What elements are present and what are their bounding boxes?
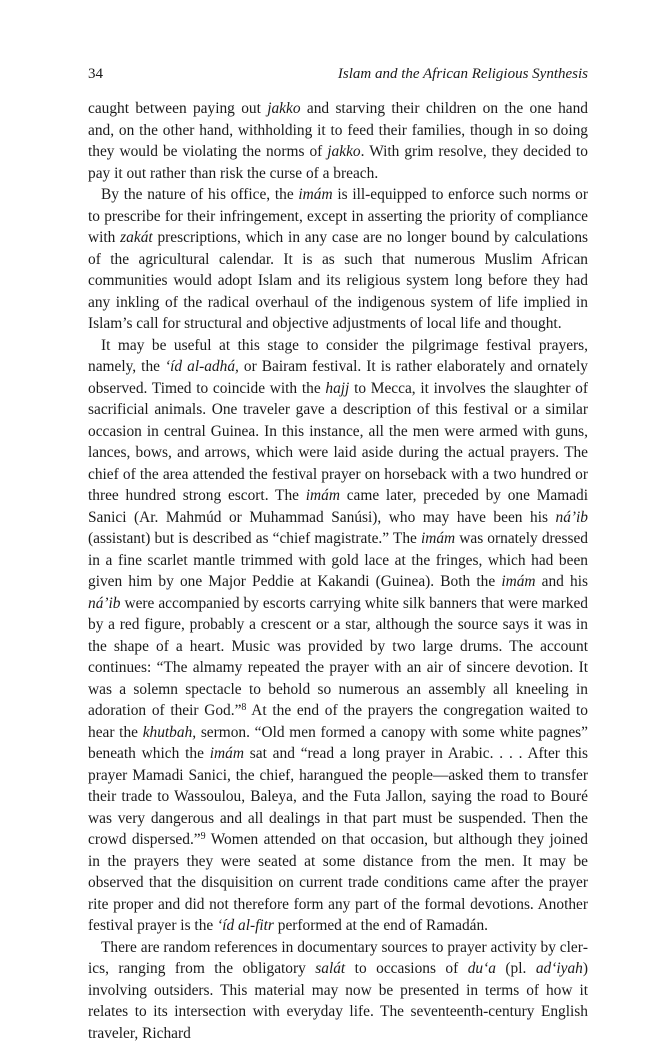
italic-term: ná’ib	[556, 509, 589, 526]
italic-term: jakko	[267, 100, 300, 117]
italic-term: salát	[315, 960, 345, 977]
text-run: (assistant) but is described as “chief magistrate.” The	[88, 530, 421, 547]
footnote-ref[interactable]: 8	[241, 702, 246, 713]
italic-term: khutbah,	[143, 724, 196, 741]
footnote-ref[interactable]: 9	[201, 831, 206, 842]
text-run: were accompanied by escorts carrying white silk banners that were marked by a red figure, probably a crescent or a star, although the source says it was in the shape of a heart. Music was provided by two large drums. The account continues: “The almamy repeated the prayer with an air of sincere devotion. It was a solemn spectacle to behold so numerous an assembly all kneeling in adoration of their God.”	[88, 595, 588, 720]
text-run: was ornately dressed in a fine scarlet mantle trimmed with gold lace at the fringes, which had been given him by one Major Peddie at Kakandi (Guinea). Both the	[88, 530, 588, 590]
text-run: came later, preceded by one Mamadi Sanici (Ar. Mahmúd or Muhammad Sanúsi), who may have been his	[88, 487, 588, 526]
italic-term: imám	[298, 186, 332, 203]
text-run: (pl.	[496, 960, 536, 977]
italic-term: imám	[210, 745, 244, 762]
text-run: At the end of the prayers the congregation waited to hear the	[88, 702, 588, 741]
italic-term: ‘íd al-fitr	[217, 917, 274, 934]
running-head	[88, 66, 588, 86]
italic-term: zakát	[120, 229, 153, 246]
text-run: caught between paying out	[88, 100, 267, 117]
text-run: to occasions of	[345, 960, 468, 977]
paragraph	[88, 98, 588, 184]
page-number: 34	[88, 66, 103, 83]
text-run: By the nature of his office, the	[101, 186, 298, 203]
italic-term: ná’ib	[88, 595, 121, 612]
text-run: ) involving outsiders. This material may now be presented in terms of how it relates to its intersection with everyday life. The seventeenth-century English traveler, Richard	[88, 960, 588, 1042]
italic-term: imám	[306, 487, 340, 504]
text-run: performed at the end of Ramadán.	[274, 917, 488, 934]
italic-term: du‘a	[468, 960, 496, 977]
italic-term: ad‘iyah	[536, 960, 583, 977]
text-run: is ill-equipped to enforce such norms or to prescribe for their infringement, except in asserting the priority of compliance with	[88, 186, 588, 246]
running-title: Islam and the African Religious Synthesis	[338, 66, 588, 83]
text-run: sermon. “Old men formed a canopy with some white pagnes” beneath which the	[88, 724, 588, 763]
text-run: and starving their children on the one hand and, on the other hand, withholding it to feed their families, though in so doing they would be violating the norms of	[88, 100, 588, 160]
text-run: or Bairam festival. It is rather elaborately and ornately observed. Timed to coincide with the	[88, 358, 588, 397]
italic-term: imám	[501, 573, 535, 590]
italic-term: jakko	[327, 143, 360, 160]
paragraph	[88, 335, 588, 937]
italic-term: ‘íd al-adhá,	[165, 358, 239, 375]
text-run: to Mecca, it involves the slaughter of sacrificial animals. One traveler gave a description of this festival or a similar occasion in central Guinea. In this instance, all the men were armed with guns, lances, bows, and arrows, which were laid aside during the actual prayers. The chief of the area attended the festival prayer on horseback with a two hundred or three hundred strong escort. The	[88, 380, 588, 505]
paragraph	[88, 184, 588, 335]
text-run: . With grim resolve, they decided to pay it out rather than risk the curse of a breach.	[88, 143, 588, 182]
body-text	[88, 98, 588, 1044]
text-run: It may be useful at this stage to consider the pilgrimage festival prayers, namely, the	[88, 337, 588, 376]
text-run: sat and “read a long prayer in Arabic. . . . After this prayer Mamadi Sanici, the chief, harangued the people—asked them to transfer their trade to Wassoulou, Baleya, and the Futa Jallon, saying the road to Bouré was very dangerous and all dealings in that part must be suspended. Then the crowd dispersed.”	[88, 745, 588, 848]
italic-term: imám	[421, 530, 455, 547]
text-run: prescriptions, which in any case are no longer bound by calculations of the agricultural calendar. It is as such that numerous Muslim African communities would adopt Islam and its religious system long before they had any inkling of the radical overhaul of the indigenous system of life implied in Islam’s call for structural and objective adjustments of local life and thought.	[88, 229, 588, 332]
italic-term: hajj	[325, 380, 349, 397]
paragraph	[88, 937, 588, 1044]
text-run: Women attended on that occasion, but although they joined in the prayers they were seated at some distance from the men. It may be observed that the disquisition on current trade conditions came after the prayer rite proper and did not therefore form any part of the formal devotions. Another festival prayer is the	[88, 831, 588, 934]
text-run: and his	[536, 573, 588, 590]
text-run: There are random references in documentary sources to prayer activity by clerics, ranging from the obligatory	[88, 939, 588, 978]
